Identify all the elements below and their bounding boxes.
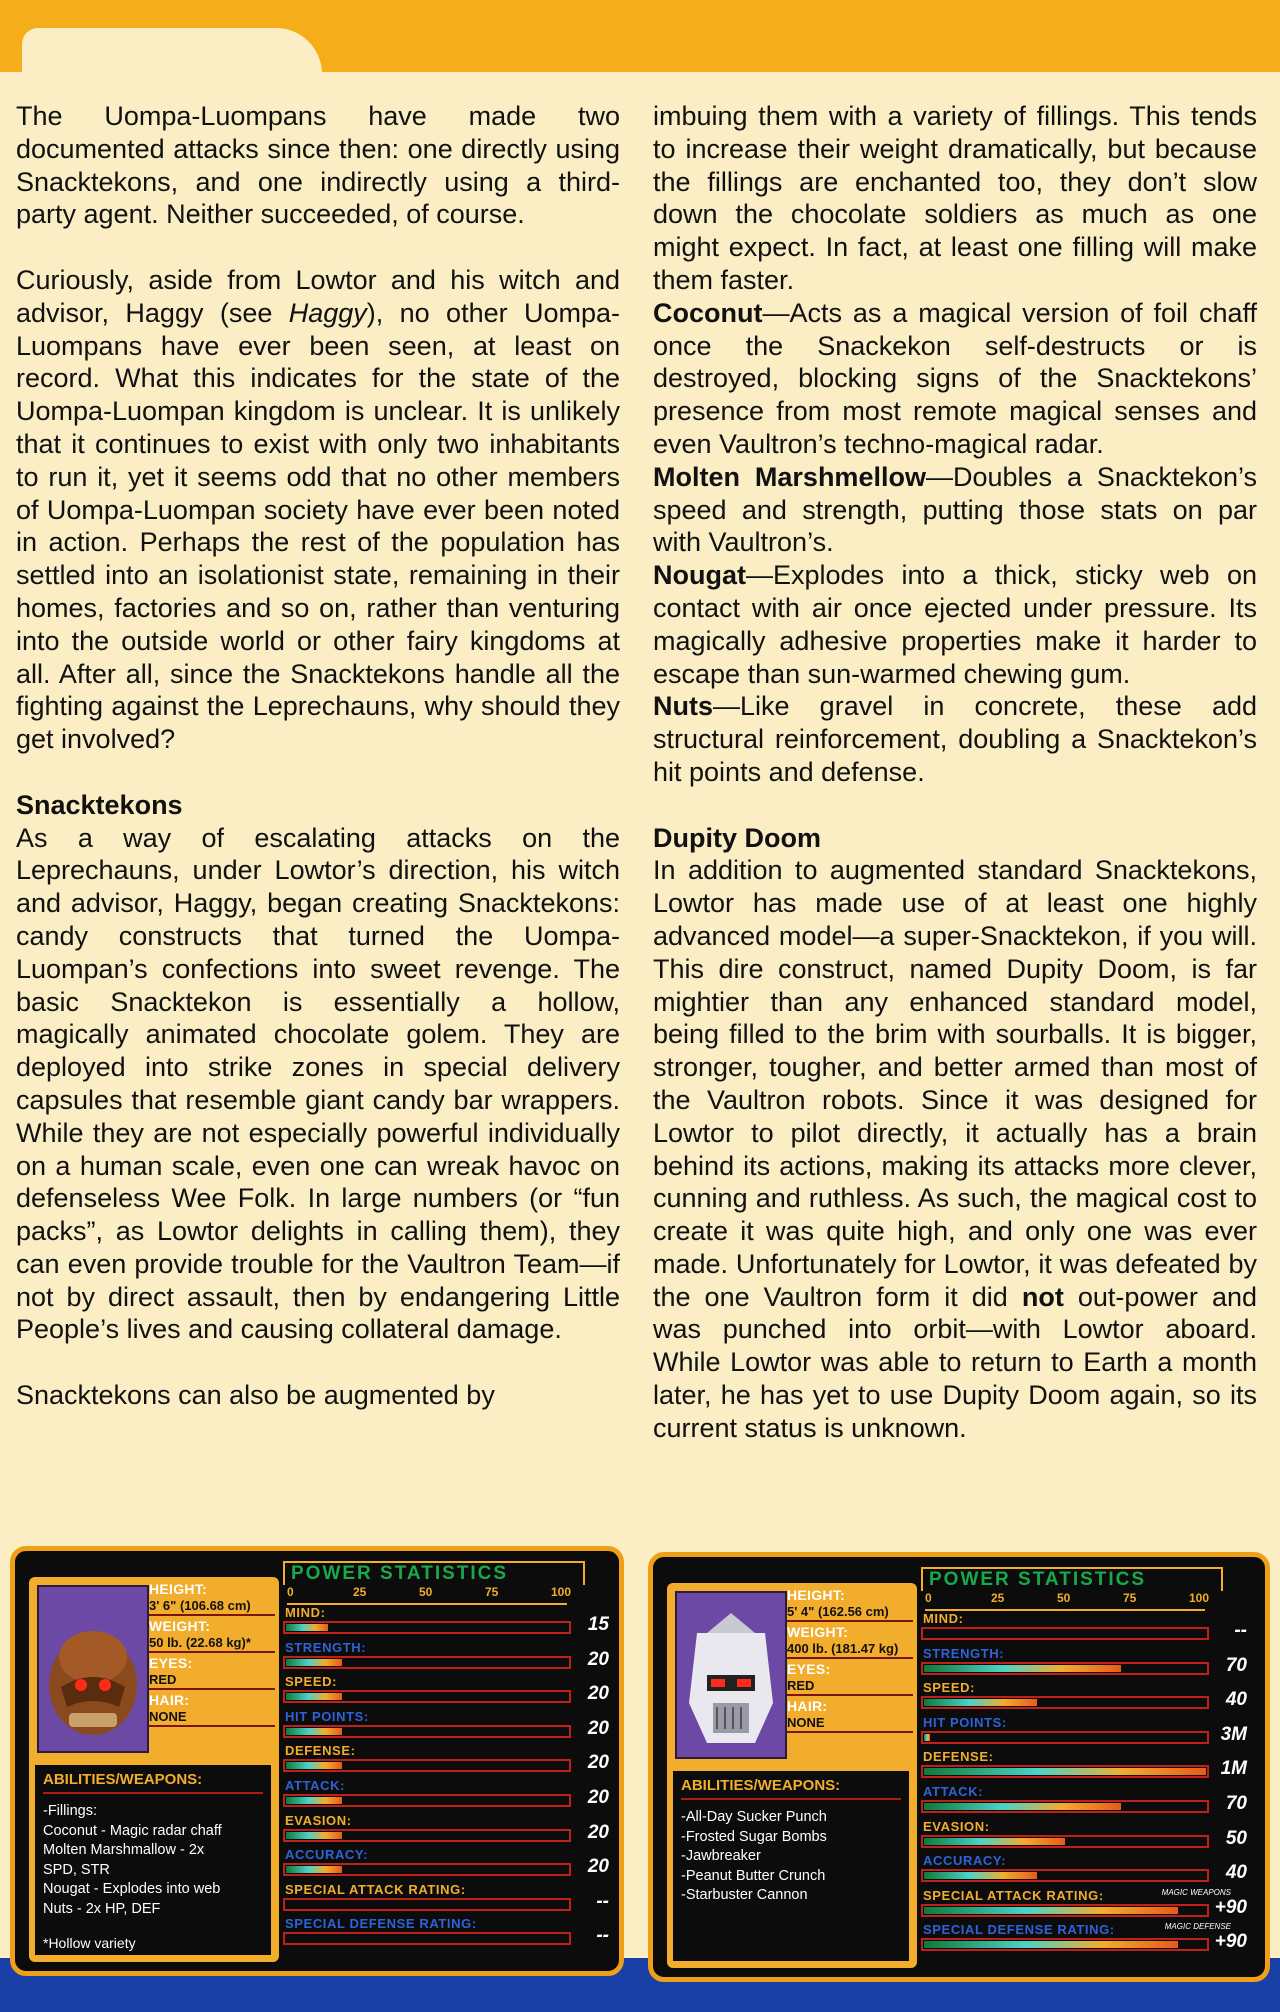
ability-item: Nuts - 2x HP, DEF xyxy=(43,1900,161,1917)
paragraph-gap xyxy=(16,756,620,789)
stat-bar xyxy=(921,1938,1209,1951)
stat-value: 20 xyxy=(587,1683,609,1705)
stat-bar xyxy=(283,1863,571,1876)
stat-label: SPECIAL DEFENSE RATING: xyxy=(285,1916,477,1932)
stat-scale xyxy=(287,1585,572,1605)
stat-bar-fill xyxy=(286,1832,342,1839)
paragraph: The Uompa-Luompans have made two documented attacks since then: one directly using Snacktekons, and one indirectly using a third-party agent. Neither succeeded, of course. xyxy=(16,101,620,230)
stat-bar xyxy=(283,1898,571,1911)
weight-value: 400 lb. (181.47 kg) xyxy=(787,1640,913,1659)
ability-item: Molten Marshmallow - 2x xyxy=(43,1842,205,1858)
stat-bar xyxy=(283,1759,571,1772)
left-column xyxy=(16,100,620,1412)
character-fields xyxy=(149,1581,275,1729)
stat-value: 70 xyxy=(1225,1654,1247,1676)
bold-emphasis: not xyxy=(1021,1281,1064,1312)
stat-tag: MAGIC DEFENSE xyxy=(1164,1922,1231,1932)
scale-tick: 100 xyxy=(1189,1591,1210,1605)
stat-row xyxy=(283,1605,613,1640)
top-banner xyxy=(0,0,1280,72)
stat-label: SPEED: xyxy=(285,1674,338,1690)
paragraph: Snacktekons can also be augmented by xyxy=(16,1380,495,1411)
stat-bar-fill xyxy=(286,1728,342,1735)
stat-bar-fill xyxy=(924,1734,930,1741)
stat-row xyxy=(921,1922,1251,1957)
scale-tick: 0 xyxy=(287,1585,294,1599)
weight-value: 50 lb. (22.68 kg)* xyxy=(149,1634,275,1653)
stat-value: -- xyxy=(596,1890,609,1912)
paragraph: As a way of escalating attacks on the Leprechauns, under Lowtor’s direction, his witch and advisor, Haggy, began creating Snacktekons: candy constructs that turned the Uompa-Luompan’s confections into sweet revenge. The basic Snacktekon is essentially a hollow, magically animated chocolate golem. They are deployed into strike zones in special delivery capsules that resemble giant candy bar wrappers. While they are not especially powerful individually on a human scale, even one can wreak havoc on defenseless Wee Folk. In large numbers (or “fun packs”, as Lowtor delights in calling them), they can even provide trouble for the Vaultron Team—if not by direct assault, then by endangering Little People’s lives and causing collateral damage. xyxy=(16,822,620,1345)
stat-bar-fill xyxy=(924,1872,1037,1879)
stat-bar xyxy=(283,1725,571,1738)
stat-value: 50 xyxy=(1225,1827,1247,1849)
stat-bar xyxy=(283,1932,571,1945)
stat-value: -- xyxy=(596,1925,609,1947)
stat-label: SPECIAL DEFENSE RATING: xyxy=(923,1922,1115,1938)
scale-tick: 50 xyxy=(1057,1591,1071,1605)
ability-item: Coconut - Magic radar chaff xyxy=(43,1822,222,1839)
stat-label: STRENGTH: xyxy=(285,1639,367,1655)
stat-label: ATTACK: xyxy=(923,1783,984,1799)
eyes-label: EYES: xyxy=(149,1655,193,1671)
eyes-value: RED xyxy=(149,1671,275,1690)
section-heading: Dupity Doom xyxy=(653,822,821,853)
stat-row xyxy=(921,1784,1251,1819)
filling-description: —Explodes into a thick, sticky web on contact with air once ejected under pressure. Its magically adhesive properties make it harder to escape than sun-warmed chewing gum. xyxy=(653,560,1257,689)
stat-row xyxy=(921,1749,1251,1784)
text-run: Curiously, aside from Lowtor and his witch and advisor, Haggy (see xyxy=(16,264,620,328)
stat-value: 1M xyxy=(1220,1758,1247,1780)
stat-value: 15 xyxy=(587,1614,609,1635)
stat-row xyxy=(283,1709,613,1744)
ability-item: -All-Day Sucker Punch xyxy=(681,1809,827,1825)
text-run: ), no other Uompa-Luompans have ever been seen, at least on record. What this indicates for the state of the Uompa-Luompan kingdom is unclear. It is unlikely that it continues to exist with only two inhabitants to run it, yet it seems odd that no other members of Uompa-Luompan society have ever been noted in action. Perhaps the rest of the population has settled into an isolationist state, remaining in their homes, factories and so on, rather than venturing into the outside world or other fairy kingdoms at all. After all, since the Snacktekons handle all the fighting against the Leprechauns, why should they get involved? xyxy=(16,297,620,755)
stat-row xyxy=(283,1778,613,1813)
hair-value: NONE xyxy=(787,1714,913,1733)
stat-label: MIND: xyxy=(285,1605,326,1620)
ability-item: SPD, STR xyxy=(43,1861,110,1878)
power-statistics-title: POWER STATISTICS xyxy=(283,1561,585,1585)
stat-value: 20 xyxy=(587,1717,609,1739)
stat-label: DEFENSE: xyxy=(285,1743,356,1759)
stat-label: SPECIAL ATTACK RATING: xyxy=(285,1881,466,1897)
stat-label: HIT POINTS: xyxy=(923,1714,1007,1730)
stat-value: -- xyxy=(1234,1620,1247,1641)
height-label: HEIGHT: xyxy=(149,1581,208,1597)
paragraph xyxy=(16,264,620,756)
stat-value: 70 xyxy=(1225,1792,1247,1814)
eyes-label: EYES: xyxy=(787,1661,831,1677)
abilities-title: ABILITIES/WEAPONS: xyxy=(681,1777,901,1800)
stat-label: SPECIAL ATTACK RATING: xyxy=(923,1887,1104,1903)
stat-bar xyxy=(921,1904,1209,1917)
paragraph-gap xyxy=(16,231,620,264)
paragraph: imbuing them with a variety of fillings. This tends to increase their weight dramatically, but because the fillings are enchanted too, they don’t slow down the chocolate soldiers as much as one might expect. In fact, at least one filling will make them faster. xyxy=(653,101,1257,295)
abilities-title: ABILITIES/WEAPONS: xyxy=(43,1771,263,1794)
paragraph xyxy=(653,559,1257,690)
scale-tick: 100 xyxy=(551,1585,572,1599)
ability-item: Nougat - Explodes into web xyxy=(43,1881,221,1897)
paragraph xyxy=(653,297,1257,461)
power-statistics-title: POWER STATISTICS xyxy=(921,1567,1223,1591)
stat-value: 3M xyxy=(1220,1723,1247,1745)
stat-bar-fill xyxy=(924,1838,1065,1845)
text-run: In addition to augmented standard Snacktekons, Lowtor has made use of at least one highly advanced model—a super-Snacktekon, if you will. This dire construct, named Dupity Doom, is far mightier than any enhanced standard model, being filled to the brim with sourballs. It is bigger, stronger, tougher, and better armed than most of the Vaultron robots. Since it was designed for Lowtor to pilot directly, it actually has a brain behind its actions, making its attacks more clever, cunning and ruthless. As such, the magical cost to create it was quite high, and only one was ever made. Unfortunately for Lowtor, it was defeated by the one Vaultron form it did xyxy=(653,855,1257,1312)
stat-bar-fill xyxy=(924,1665,1121,1672)
stat-value: +90 xyxy=(1214,1896,1247,1918)
stat-bar-fill xyxy=(924,1699,1037,1706)
filling-term: Coconut xyxy=(653,297,763,328)
paragraph xyxy=(653,461,1257,559)
right-column xyxy=(653,100,1257,1445)
stat-row xyxy=(921,1680,1251,1715)
stat-bar-fill xyxy=(286,1866,342,1873)
stat-scale xyxy=(925,1591,1210,1611)
stat-row xyxy=(283,1743,613,1778)
stat-value: 40 xyxy=(1225,1862,1247,1884)
italic-reference: Haggy xyxy=(288,297,367,328)
eyes-value: RED xyxy=(787,1677,913,1696)
paragraph-gap xyxy=(16,1346,620,1379)
stat-row xyxy=(921,1888,1251,1923)
stat-row xyxy=(283,1674,613,1709)
stat-value: 20 xyxy=(587,1821,609,1843)
stat-bar xyxy=(921,1835,1209,1848)
scale-tick: 25 xyxy=(991,1591,1005,1605)
stat-label: EVASION: xyxy=(285,1812,352,1828)
filling-description: —Like gravel in concrete, these add structural reinforcement, doubling a Snacktekon’s hit points and defense. xyxy=(653,691,1257,787)
ability-item: -Frosted Sugar Bombs xyxy=(681,1828,827,1845)
stat-bar xyxy=(283,1656,571,1669)
snacktekon-portrait xyxy=(37,1585,149,1753)
abilities-box xyxy=(35,1765,271,1955)
stat-bar xyxy=(921,1696,1209,1709)
ability-item: -Peanut Butter Crunch xyxy=(681,1867,826,1884)
stat-bar-fill xyxy=(924,1907,1178,1914)
height-value: 3' 6" (106.68 cm) xyxy=(149,1597,275,1616)
stat-row xyxy=(283,1916,613,1951)
filling-term: Molten Marshmellow xyxy=(653,461,926,492)
stat-bar xyxy=(283,1621,571,1634)
stat-row xyxy=(921,1646,1251,1681)
stat-bar xyxy=(283,1794,571,1807)
scale-tick: 75 xyxy=(485,1585,499,1599)
stat-row xyxy=(283,1847,613,1882)
stat-bar xyxy=(921,1731,1209,1744)
stat-label: SPEED: xyxy=(923,1680,976,1696)
stat-row xyxy=(921,1819,1251,1854)
stat-row xyxy=(921,1611,1251,1646)
character-fields xyxy=(787,1587,913,1735)
character-info xyxy=(29,1577,279,1962)
scale-tick: 50 xyxy=(419,1585,433,1599)
stat-value: 40 xyxy=(1225,1689,1247,1711)
scale-tick: 25 xyxy=(353,1585,367,1599)
top-banner-tab xyxy=(22,28,322,78)
stat-row xyxy=(921,1853,1251,1888)
stat-bar-fill xyxy=(286,1624,328,1631)
stat-bar xyxy=(921,1662,1209,1675)
stat-bar xyxy=(283,1829,571,1842)
stat-value: 20 xyxy=(587,1856,609,1878)
stat-label: STRENGTH: xyxy=(923,1645,1005,1661)
stat-row xyxy=(283,1640,613,1675)
weight-label: WEIGHT: xyxy=(787,1624,849,1640)
stat-bar-fill xyxy=(924,1941,1178,1948)
stat-bar-fill xyxy=(286,1659,342,1666)
paragraph-gap xyxy=(653,789,1257,822)
stat-value: 20 xyxy=(587,1752,609,1774)
character-info xyxy=(667,1583,917,1968)
paragraph xyxy=(653,854,1257,1444)
filling-term: Nougat xyxy=(653,560,746,591)
stat-bar xyxy=(921,1869,1209,1882)
stat-label: EVASION: xyxy=(923,1818,990,1834)
stat-bar-fill xyxy=(286,1797,342,1804)
hair-value: NONE xyxy=(149,1708,275,1727)
stat-row xyxy=(283,1882,613,1917)
stat-bar xyxy=(921,1765,1209,1778)
stat-tag: MAGIC WEAPONS xyxy=(1161,1887,1231,1897)
stat-label: ATTACK: xyxy=(285,1777,346,1793)
stat-bar-fill xyxy=(286,1693,342,1700)
stat-label: DEFENSE: xyxy=(923,1749,994,1765)
stat-row xyxy=(283,1813,613,1848)
stat-bar xyxy=(921,1627,1209,1640)
filling-description: —Doubles a Snacktekon’s speed and strength, putting those stats on par with Vaultron’s. xyxy=(653,461,1258,558)
stat-value: +90 xyxy=(1214,1931,1247,1953)
scale-tick: 75 xyxy=(1123,1591,1137,1605)
stat-panel-snacktekon xyxy=(10,1546,624,1976)
filling-description: —Acts as a magical version of foil chaff once the Snackekon self-destructs or is destroyed, blocking signs of the Snacktekons’ presence from most remote magical senses and even Vaultron’s techno-magical radar. xyxy=(653,297,1257,459)
stat-label: HIT POINTS: xyxy=(285,1708,369,1724)
stat-bar xyxy=(921,1800,1209,1813)
stat-label: ACCURACY: xyxy=(285,1847,369,1863)
ability-item: -Fillings: xyxy=(43,1803,97,1819)
section-heading: Snacktekons xyxy=(16,789,183,820)
power-statistics xyxy=(283,1561,613,1961)
scale-tick: 0 xyxy=(925,1591,932,1605)
text-run: out-power and was punched into orbit—with Lowtor aboard. While Lowtor was able to return to Earth a month later, he has yet to use Dupity Doom again, so its current status is unknown. xyxy=(653,1281,1257,1443)
stat-value: 20 xyxy=(587,1786,609,1808)
stat-bar-fill xyxy=(924,1768,1206,1775)
ability-item: -Starbuster Cannon xyxy=(681,1887,808,1903)
paragraph xyxy=(653,690,1257,788)
hair-label: HAIR: xyxy=(787,1698,828,1714)
hair-label: HAIR: xyxy=(149,1692,190,1708)
abilities-box xyxy=(673,1771,909,1961)
footnote: *Hollow variety xyxy=(43,1935,136,1951)
filling-term: Nuts xyxy=(653,691,713,722)
dupity-doom-portrait xyxy=(675,1591,787,1759)
stat-panel-dupity-doom xyxy=(648,1552,1270,1982)
stat-bar-fill xyxy=(924,1803,1121,1810)
ability-item: -Jawbreaker xyxy=(681,1848,761,1864)
power-statistics xyxy=(921,1567,1251,1967)
stat-value: 20 xyxy=(587,1648,609,1670)
height-value: 5' 4" (162.56 cm) xyxy=(787,1603,913,1622)
stat-label: ACCURACY: xyxy=(923,1853,1007,1869)
stat-row xyxy=(921,1715,1251,1750)
stat-bar-fill xyxy=(286,1762,342,1769)
stat-bar xyxy=(283,1690,571,1703)
height-label: HEIGHT: xyxy=(787,1587,846,1603)
stat-label: MIND: xyxy=(923,1611,964,1626)
weight-label: WEIGHT: xyxy=(149,1618,211,1634)
